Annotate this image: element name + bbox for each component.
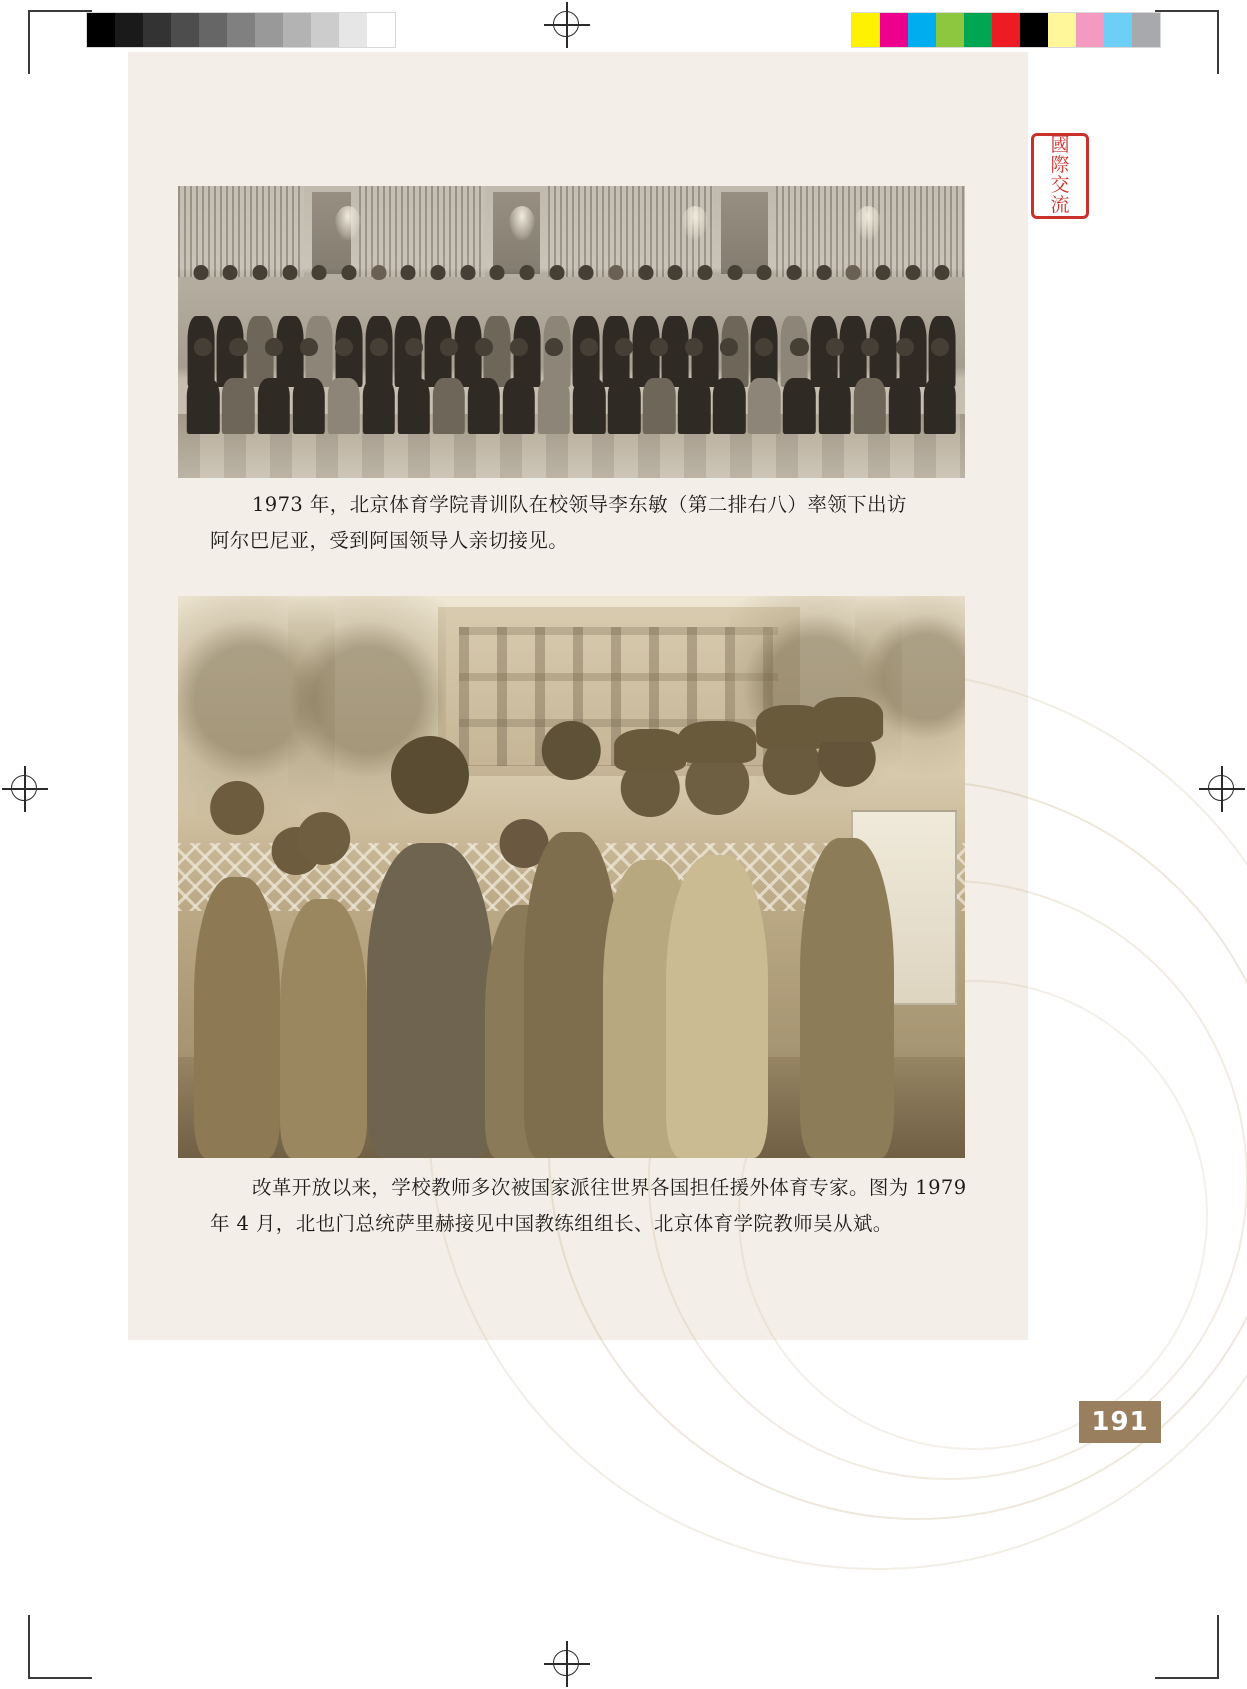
photo-person — [749, 338, 780, 434]
registration-mark-bottom — [544, 1641, 590, 1687]
crop-mark-top-right — [1155, 10, 1219, 74]
calibration-swatch — [908, 13, 936, 47]
photo-person — [784, 338, 815, 434]
calibration-swatch — [227, 13, 255, 47]
caption-line: 改革开放以来，学校教师多次被国家派往世界各国担任援外体育专家。图为 1979 — [252, 1176, 967, 1199]
registration-mark-right — [1199, 766, 1245, 812]
calibration-swatch — [143, 13, 171, 47]
photo-person — [280, 899, 367, 1158]
photo-person — [398, 338, 429, 434]
seal-char: 國 — [1050, 134, 1070, 157]
caption-line: 1973 年，北京体育学院青训队在校领导李东敏（第二排右八）率领下出访 — [252, 493, 907, 516]
photo-person — [609, 338, 640, 434]
photo-person — [188, 338, 219, 434]
calibration-swatch — [255, 13, 283, 47]
calibration-swatch — [115, 13, 143, 47]
photo-person — [433, 338, 464, 434]
chapter-seal-icon — [1031, 133, 1089, 219]
seal-char: 流 — [1050, 193, 1070, 216]
photo-person — [367, 843, 493, 1158]
calibration-swatch — [339, 13, 367, 47]
figure-1 — [178, 186, 965, 478]
calibration-swatch — [936, 13, 964, 47]
photo-person — [538, 338, 569, 434]
photo-front-row — [186, 338, 957, 434]
photo-person — [363, 338, 394, 434]
calibration-swatch — [171, 13, 199, 47]
calibration-swatch — [1048, 13, 1076, 47]
registration-mark-left — [2, 766, 48, 812]
photo-person — [644, 338, 675, 434]
photo-person — [924, 338, 955, 434]
photo-person — [854, 338, 885, 434]
figure-1-caption — [210, 487, 970, 559]
photo-person — [223, 338, 254, 434]
photo-presidential-meeting — [178, 596, 965, 1158]
photo-person — [573, 338, 604, 434]
calibration-swatch — [1104, 13, 1132, 47]
photo-person — [258, 338, 289, 434]
photo-person — [679, 338, 710, 434]
photo-person — [468, 338, 499, 434]
grayscale-calibration-strip — [86, 12, 396, 48]
calibration-swatch — [1020, 13, 1048, 47]
page-number: 191 — [1079, 1401, 1161, 1443]
photo-person — [503, 338, 534, 434]
seal-char: 交 — [1050, 174, 1070, 196]
calibration-swatch — [367, 13, 395, 47]
figure-2 — [178, 596, 965, 1158]
photo-person — [800, 838, 894, 1158]
seal-char: 際 — [1050, 154, 1070, 177]
calibration-swatch — [880, 13, 908, 47]
photo-group-portrait — [178, 186, 965, 478]
crop-mark-top-left — [28, 10, 92, 74]
registration-mark-top — [544, 2, 590, 48]
photo-person — [819, 338, 850, 434]
figure-2-caption — [210, 1170, 970, 1242]
crop-mark-bottom-right — [1155, 1615, 1219, 1679]
calibration-swatch — [199, 13, 227, 47]
caption-line: 年 4 月，北也门总统萨里赫接见中国教练组组长、北京体育学院教师吴从斌。 — [210, 1212, 893, 1236]
calibration-swatch — [311, 13, 339, 47]
calibration-swatch — [283, 13, 311, 47]
calibration-swatch — [1132, 13, 1160, 47]
caption-line: 阿尔巴尼亚，受到阿国领导人亲切接见。 — [210, 529, 569, 553]
photo-person — [328, 338, 359, 434]
color-calibration-strip — [851, 12, 1161, 48]
photo-person — [889, 338, 920, 434]
photo-person — [714, 338, 745, 434]
calibration-swatch — [852, 13, 880, 47]
calibration-swatch — [1076, 13, 1104, 47]
calibration-swatch — [87, 13, 115, 47]
calibration-swatch — [992, 13, 1020, 47]
photo-person — [293, 338, 324, 434]
calibration-swatch — [964, 13, 992, 47]
crop-mark-bottom-left — [28, 1615, 92, 1679]
